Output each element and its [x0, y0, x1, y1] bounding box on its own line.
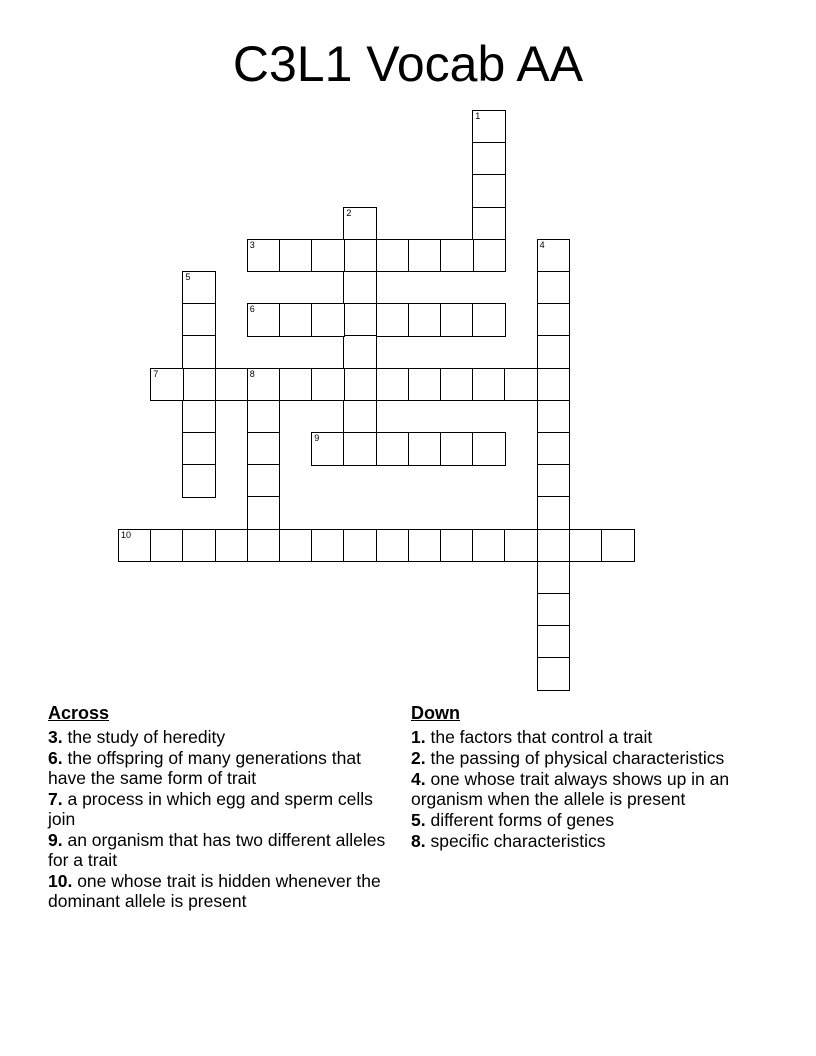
grid-cell[interactable] [343, 303, 377, 337]
across-clues [48, 703, 388, 912]
clue-across-10 [48, 871, 388, 911]
grid-cell[interactable] [247, 496, 281, 530]
clue-number: 2. [411, 748, 426, 768]
grid-cell[interactable] [311, 239, 345, 273]
clue-text: one whose trait is hidden whenever the dominant allele is present [48, 871, 381, 911]
grid-cell[interactable] [247, 400, 281, 434]
grid-cell[interactable] [537, 561, 571, 595]
grid-cell[interactable] [182, 303, 216, 337]
clue-number-label: 8 [249, 368, 255, 379]
grid-cell[interactable] [215, 368, 249, 402]
grid-cell[interactable] [247, 432, 281, 466]
clue-number-label: 7 [153, 368, 159, 379]
grid-cell[interactable] [311, 432, 345, 466]
clue-text: specific characteristics [425, 831, 606, 851]
clue-number: 9. [48, 830, 63, 850]
grid-cell[interactable] [247, 303, 281, 337]
clue-down-5 [411, 810, 751, 830]
clue-text: one whose trait always shows up in an organism when the allele is present [411, 769, 730, 809]
grid-cell[interactable] [472, 432, 506, 466]
grid-cell[interactable] [440, 529, 474, 563]
grid-cell[interactable] [215, 529, 249, 563]
grid-cell[interactable] [537, 496, 571, 530]
grid-cell[interactable] [537, 657, 571, 691]
grid-cell[interactable] [440, 368, 474, 402]
grid-cell[interactable] [118, 529, 152, 563]
grid-cell[interactable] [182, 464, 216, 498]
grid-cell[interactable] [537, 400, 571, 434]
clue-down-2 [411, 748, 751, 768]
grid-cell[interactable] [343, 400, 377, 434]
grid-cell[interactable] [343, 335, 377, 369]
grid-cell[interactable] [472, 303, 506, 337]
grid-cell[interactable] [408, 529, 442, 563]
grid-cell[interactable] [440, 239, 474, 273]
grid-cell[interactable] [182, 335, 216, 369]
grid-cell[interactable] [150, 368, 184, 402]
grid-cell[interactable] [537, 593, 571, 627]
clue-number-label: 9 [314, 433, 320, 443]
grid-cell[interactable] [279, 303, 313, 337]
clue-number: 1. [411, 727, 426, 747]
clue-number: 3. [48, 727, 63, 747]
grid-cell[interactable] [343, 207, 377, 241]
grid-cell[interactable] [472, 142, 506, 176]
grid-cell[interactable] [537, 464, 571, 498]
grid-cell[interactable] [343, 368, 377, 402]
clue-number-label: 3 [249, 239, 255, 250]
grid-cell[interactable] [537, 303, 571, 337]
grid-cell[interactable] [504, 368, 538, 402]
grid-cell[interactable] [182, 368, 216, 402]
clue-number-label: 6 [249, 304, 255, 315]
grid-cell[interactable] [472, 239, 506, 273]
clue-text: a process in which egg and sperm cells join [48, 789, 373, 829]
grid-cell[interactable] [376, 303, 410, 337]
grid-cell[interactable] [601, 529, 635, 563]
grid-cell[interactable] [504, 529, 538, 563]
clue-down-4 [411, 769, 751, 809]
grid-cell[interactable] [408, 368, 442, 402]
grid-cell[interactable] [343, 432, 377, 466]
clue-number: 7. [48, 789, 63, 809]
clue-across-7 [48, 789, 388, 829]
grid-cell[interactable] [440, 303, 474, 337]
puzzle-title: C3L1 Vocab AA [232, 36, 584, 92]
clue-text: an organism that has two different alleles for a trait [48, 830, 386, 870]
grid-cell[interactable] [311, 529, 345, 563]
grid-cell[interactable] [182, 400, 216, 434]
grid-cell[interactable] [472, 368, 506, 402]
clue-across-9 [48, 830, 388, 870]
grid-cell[interactable] [408, 432, 442, 466]
grid-cell[interactable] [376, 529, 410, 563]
grid-cell[interactable] [537, 368, 571, 402]
across-heading: Across [48, 703, 110, 723]
grid-cell[interactable] [247, 464, 281, 498]
grid-cell[interactable] [343, 529, 377, 563]
grid-cell[interactable] [408, 239, 442, 273]
grid-cell[interactable] [150, 529, 184, 563]
clue-across-6 [48, 748, 388, 788]
grid-cell[interactable] [182, 432, 216, 466]
clue-number-label: 10 [121, 529, 132, 540]
grid-cell[interactable] [376, 432, 410, 466]
grid-cell[interactable] [537, 529, 571, 563]
grid-cell[interactable] [311, 368, 345, 402]
clue-text: the factors that control a trait [425, 727, 653, 747]
clue-number: 5. [411, 810, 426, 830]
clue-across-3 [48, 727, 388, 747]
grid-cell[interactable] [182, 529, 216, 563]
grid-cell[interactable] [472, 207, 506, 241]
grid-cell[interactable] [279, 368, 313, 402]
grid-cell[interactable] [472, 110, 506, 144]
grid-cell[interactable] [537, 335, 571, 369]
clue-text: the passing of physical characteristics [425, 748, 725, 768]
grid-cell[interactable] [279, 529, 313, 563]
grid-cell[interactable] [376, 239, 410, 273]
grid-cell[interactable] [537, 625, 571, 659]
down-clues [411, 703, 751, 852]
grid-cell[interactable] [408, 303, 442, 337]
grid-cell[interactable] [279, 239, 313, 273]
grid-cell[interactable] [376, 368, 410, 402]
grid-cell[interactable] [537, 432, 571, 466]
clue-down-1 [411, 727, 751, 747]
clue-number-label: 2 [346, 207, 352, 218]
grid-cell[interactable] [247, 529, 281, 563]
grid-cell[interactable] [537, 239, 571, 273]
grid-cell[interactable] [472, 174, 506, 208]
clue-text: the offspring of many generations that have the same form of trait [48, 748, 361, 788]
grid-cell[interactable] [472, 529, 506, 563]
grid-cell[interactable] [343, 239, 377, 273]
clue-number-label: 1 [475, 111, 481, 121]
grid-cell[interactable] [343, 271, 377, 305]
grid-cell[interactable] [247, 368, 281, 402]
grid-cell[interactable] [247, 239, 281, 273]
grid-cell[interactable] [311, 303, 345, 337]
clue-number: 4. [411, 769, 426, 789]
down-heading: Down [411, 703, 460, 723]
clue-text: different forms of genes [425, 810, 614, 830]
clue-number-label: 4 [539, 239, 545, 250]
grid-cell[interactable] [569, 529, 603, 563]
clue-number: 6. [48, 748, 63, 768]
clue-text: the study of heredity [62, 727, 226, 747]
grid-cell[interactable] [537, 271, 571, 305]
clue-number: 8. [411, 831, 426, 851]
grid-cell[interactable] [182, 271, 216, 305]
clue-number-label: 5 [185, 272, 191, 282]
grid-cell[interactable] [440, 432, 474, 466]
clue-number: 10. [48, 871, 73, 891]
clue-down-8 [411, 831, 751, 851]
